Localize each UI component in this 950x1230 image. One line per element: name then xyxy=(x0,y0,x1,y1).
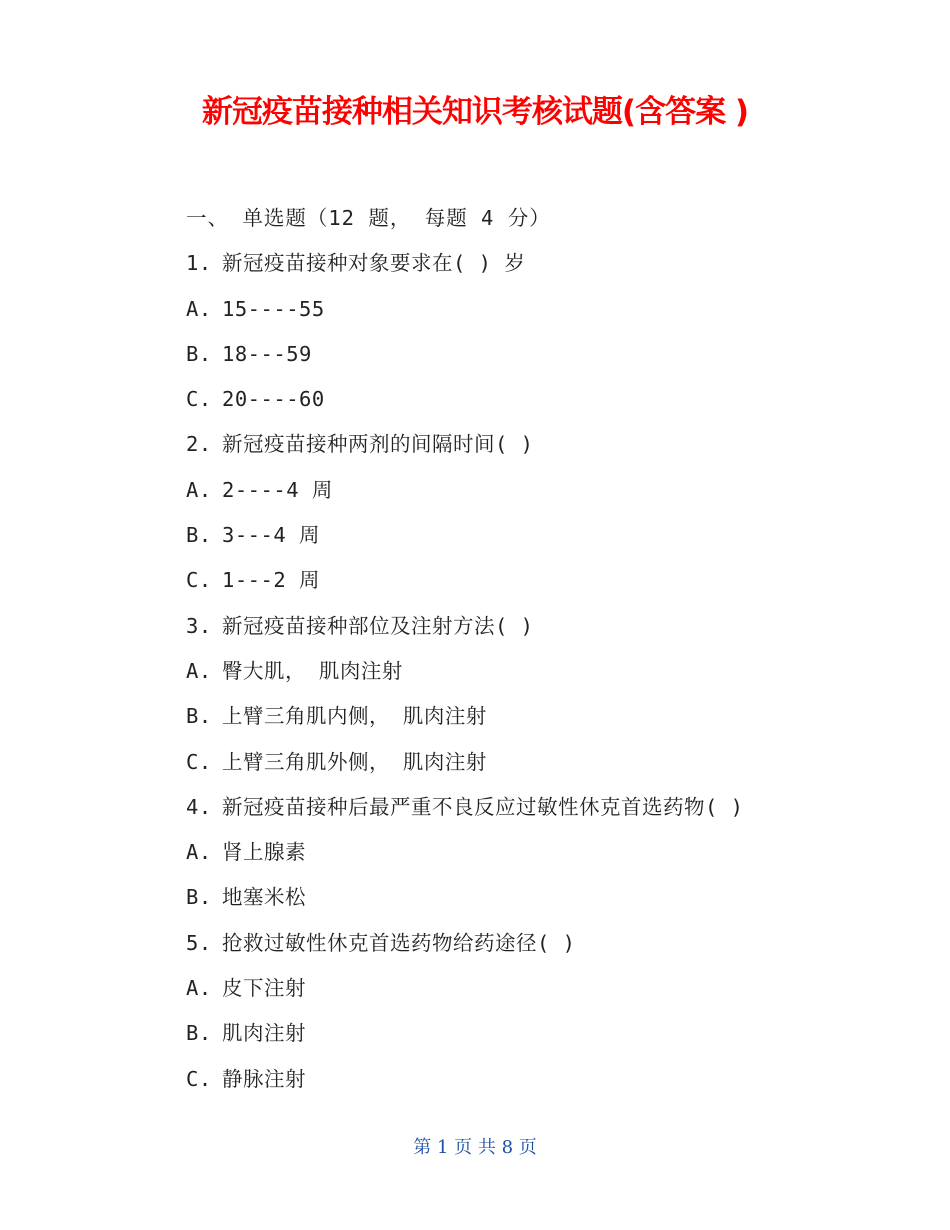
question-lines xyxy=(186,248,886,1109)
option-line xyxy=(186,475,886,520)
option-letter: B. xyxy=(186,1021,212,1046)
option-letter: A. xyxy=(186,976,212,1001)
option-line xyxy=(186,384,886,429)
option-text: 1---2 周 xyxy=(222,568,321,593)
section-heading: 一、 单选题（12 题， 每题 4 分） xyxy=(186,206,551,230)
option-line xyxy=(186,520,886,565)
option-text: 肾上腺素 xyxy=(222,840,306,865)
question-line xyxy=(186,611,886,656)
option-line xyxy=(186,747,886,792)
option-letter: C. xyxy=(186,1066,212,1091)
option-letter: A. xyxy=(186,296,212,321)
option-line xyxy=(186,656,886,701)
question-line xyxy=(186,928,886,973)
question-text: 抢救过敏性休克首选药物给药途径( ) xyxy=(222,930,576,955)
option-text: 臀大肌， 肌肉注射 xyxy=(222,658,403,683)
question-text: 新冠疫苗接种后最严重不良反应过敏性休克首选药物( ) xyxy=(222,794,744,819)
question-text: 新冠疫苗接种两剂的间隔时间( ) xyxy=(222,432,534,457)
option-line xyxy=(186,1018,886,1063)
option-text: 静脉注射 xyxy=(222,1066,306,1091)
page-number-footer: 第 1 页 共 8 页 xyxy=(413,1137,537,1158)
option-text: 肌肉注射 xyxy=(222,1021,306,1046)
option-text: 20----60 xyxy=(222,387,325,412)
option-letter: B. xyxy=(186,523,212,548)
option-text: 上臂三角肌内侧， 肌肉注射 xyxy=(222,704,487,729)
option-letter: B. xyxy=(186,341,212,366)
option-text: 18---59 xyxy=(222,341,312,366)
option-letter: C. xyxy=(186,387,212,412)
option-line xyxy=(186,1064,886,1109)
option-line xyxy=(186,882,886,927)
question-number: 2. xyxy=(186,432,212,457)
option-line xyxy=(186,294,886,339)
document-title: 新冠疫苗接种相关知识考核试题(含答案 ) xyxy=(201,94,749,130)
option-letter: B. xyxy=(186,885,212,910)
question-number: 4. xyxy=(186,794,212,819)
question-number: 1. xyxy=(186,251,212,276)
option-line xyxy=(186,701,886,746)
question-line xyxy=(186,248,886,293)
option-text: 地塞米松 xyxy=(222,885,306,910)
option-line xyxy=(186,837,886,882)
option-text: 2----4 周 xyxy=(222,477,333,502)
option-letter: C. xyxy=(186,749,212,774)
question-text: 新冠疫苗接种部位及注射方法( ) xyxy=(222,613,534,638)
option-text: 3---4 周 xyxy=(222,523,321,548)
option-letter: B. xyxy=(186,704,212,729)
option-text: 上臂三角肌外侧， 肌肉注射 xyxy=(222,749,487,774)
question-text: 新冠疫苗接种对象要求在( ) 岁 xyxy=(222,251,526,276)
question-number: 5. xyxy=(186,930,212,955)
question-line xyxy=(186,429,886,474)
option-letter: A. xyxy=(186,840,212,865)
option-text: 15----55 xyxy=(222,296,325,321)
question-list xyxy=(186,203,886,1109)
option-letter: C. xyxy=(186,568,212,593)
option-line xyxy=(186,565,886,610)
option-letter: A. xyxy=(186,477,212,502)
option-line xyxy=(186,339,886,384)
option-letter: A. xyxy=(186,658,212,683)
option-line xyxy=(186,973,886,1018)
option-text: 皮下注射 xyxy=(222,976,306,1001)
question-number: 3. xyxy=(186,613,212,638)
question-line xyxy=(186,792,886,837)
